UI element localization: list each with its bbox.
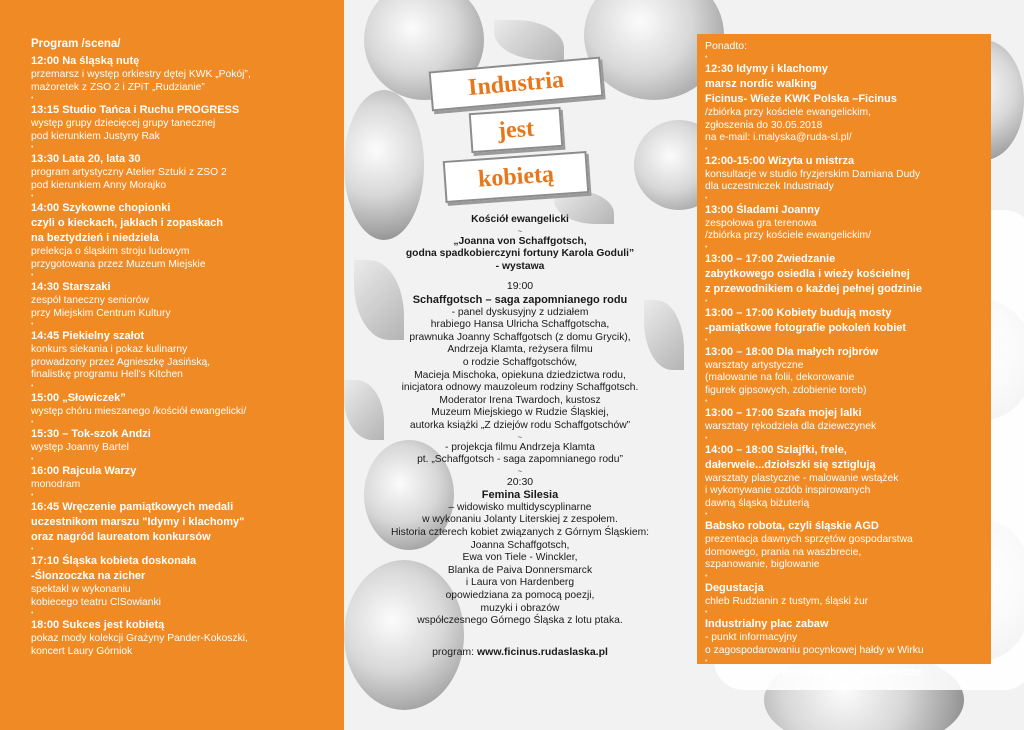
film-line: pt. „Schaffgotsch - saga zapomnianego rodu” xyxy=(417,454,623,466)
event-item xyxy=(705,244,989,297)
event-title: 16:45 Wręczenie pamiątkowych medali xyxy=(31,501,234,513)
event-title: Babsko robota, czyli śląskie AGD xyxy=(705,520,879,532)
event-title: oraz nagród laureatom konkursów xyxy=(31,531,211,543)
femina-line: w wykonaniu Jolanty Literskiej z zespołem. xyxy=(422,514,618,526)
femina-line: opowiedziana za pomocą poezji, xyxy=(445,590,595,602)
footer-label: program: xyxy=(432,645,475,658)
separator-dots: • xyxy=(705,243,710,251)
event-description: koncert Laury Górniok xyxy=(31,645,133,657)
separator-dots: • xyxy=(31,610,36,617)
femina-line: Ewa von Tiele - Winckler, xyxy=(462,552,578,564)
event-item xyxy=(31,610,331,658)
event-title: 12:00-15:00 Wizyta u mistrza xyxy=(705,154,855,167)
event-item xyxy=(705,511,989,572)
event-description: pokaz mody kolekcji Grażyny Pander-Kokoszki, xyxy=(31,633,248,644)
panel-line: hrabiego Hansa Ulricha Schaffgotscha, xyxy=(430,319,610,331)
separator-dots: • xyxy=(705,572,710,580)
event-title: uczestnikom marszu "Idymy i klachomy" xyxy=(31,516,245,528)
saga-title: Schaffgotsch – saga zapomnianego rodu xyxy=(412,293,628,306)
event-description: finalistkę programu Hell's Kitchen xyxy=(31,369,183,380)
panel-line: Andrzeja Klamta, reżysera filmu xyxy=(447,344,593,356)
event-item xyxy=(31,492,331,545)
separator-dots: • xyxy=(31,419,36,426)
event-description: dawną śląską biżuterią xyxy=(705,497,810,509)
event-item xyxy=(31,419,331,455)
panel-description xyxy=(350,307,690,433)
separator-dots: • xyxy=(705,398,710,405)
event-item xyxy=(705,435,989,511)
additional-program: Ponadto: • 12:30 Idymy i klachomy marsz nordic walking Ficinus- Wieże KWK Polska –Ficinus /zbiórka przy kościele ewangelickim, zgłoszenia do 30.05.2018 na e-mail: i.malyska@ruda-sl.pl/ • 12:00-15:00 Wizyta u mistrza konsultacje w studio fryzjerskim Damiana Dudy dla uczestniczek Industriady • 13:00 Śladami Joanny zespołowa gra terenowa /zbiórka przy kościele ewangelickim/ • 13:00 – 17:00 Zwiedzanie zabytkowego osiedla i wieży kościelnej z przewodnikiem o każdej pełnej godzinie • 13:00 – 17:00 Kobiety budują mosty -pamiątkowe fotografie pokoleń kobiet • 13:00 – 18:00 Dla małych rojbrów warsztaty artystyczne (malowanie na folii, dekorowanie figurek gipsowych, zdobienie toreb) • 13:00 – 17:00 Szafa mojej lalki warsztaty rękodzieła dla dziewczynek • 14:00 – 18:00 Szlajfki, frele, dałerwele...dziołszki się sztiglują warsztaty plastyczne - malowanie wstążek i wykonywanie ozdób inspirowanych dawną śląską biżuterią • Babsko robota, czyli śląskie AGD prezentacja dawnych sprzętów gospodarstwa domowego, prania na waszbrecie, szpanowanie, biglowanie • Degustacja chleb Rudzianin z tustym, śląski żur • Industrialny plac zabaw - punkt informacyjny o zagospodarowaniu pocynkowej hałdy w Wirku • Stoiska rzemieślnicze i wydawnicze xyxy=(705,40,989,679)
event-item xyxy=(705,195,989,243)
event-title: 13:00 Śladami Joanny xyxy=(705,203,820,216)
separator-dots: • xyxy=(31,382,36,390)
event-description: warsztaty artystyczne xyxy=(705,359,804,371)
panel-line: - panel dyskusyjny z udziałem xyxy=(451,306,589,318)
event-title: z przewodnikiem o każdej pełnej godzinie xyxy=(705,282,922,295)
event-item xyxy=(31,193,331,271)
event-description: domowego, prania na waszbrecie, xyxy=(705,546,862,558)
stage-program xyxy=(31,38,331,659)
event-description: przy Miejskim Centrum Kultury xyxy=(31,307,171,319)
event-description: pod kierunkiem Justyny Rak xyxy=(31,130,160,142)
stage-program-heading: Program /scena/ xyxy=(31,38,121,50)
event-description: mażoretek z ZSO 2 i ZPiT „Rudzianie” xyxy=(31,81,205,93)
event-description: przemarsz i występ orkiestry dętej KWK „Pokój”, xyxy=(31,69,251,80)
femina-description xyxy=(350,502,690,628)
event-title: 14:00 – 18:00 Szlajfki, frele, xyxy=(705,443,847,456)
event-title: marsz nordic walking xyxy=(705,78,817,90)
event-title: dałerwele...dziołszki się sztiglują xyxy=(705,458,876,471)
additional-events-list xyxy=(705,54,989,657)
additional-heading: Ponadto: xyxy=(705,40,748,52)
event-item xyxy=(705,398,989,434)
event-description: występ grupy dziecięcej grupy tanecznej xyxy=(31,118,216,129)
event-item xyxy=(705,609,989,657)
event-description: pod kierunkiem Anny Morajko xyxy=(31,179,167,191)
event-title: -pamiątkowe fotografie pokoleń kobiet xyxy=(705,321,907,334)
banner-line-jest: jest xyxy=(469,107,564,153)
event-description: (malowanie na folii, dekorowanie xyxy=(705,372,855,383)
separator-dots: • xyxy=(705,145,710,153)
event-title: 13:00 – 17:00 Szafa mojej lalki xyxy=(705,407,862,419)
event-item xyxy=(31,546,331,609)
separator-dots: • xyxy=(31,321,36,328)
event-title: -Ślonzoczka na zicher xyxy=(31,570,146,582)
femina-line: i Laura von Hardenberg xyxy=(465,577,575,589)
event-item xyxy=(705,337,989,398)
separator-dots: • xyxy=(705,297,710,305)
separator-dots: • xyxy=(705,609,710,616)
panel-line: Macieja Mischoka, opiekuna dziedzictwa rodu, xyxy=(414,369,626,381)
event-item xyxy=(705,573,989,609)
femina-line: Blanka de Paiva Donnersmarck xyxy=(447,564,593,576)
event-description: przygotowana przez Muzeum Miejskie xyxy=(31,258,206,270)
event-title: 14:30 Starszaki xyxy=(31,281,111,293)
event-description: warsztaty rękodzieła dla dziewczynek xyxy=(705,421,877,432)
separator-dots: • xyxy=(705,434,710,442)
exhibit-line: godna spadkobierczyni fortuny Karola Goduli” xyxy=(405,248,635,260)
event-description: prelekcja o śląskim stroju ludowym xyxy=(31,246,190,257)
event-title: 15:30 – Tok-szok Andzi xyxy=(31,428,151,440)
panel-line: prawnuka Joanny Schaffgotsch (z domu Grycik), xyxy=(409,331,631,343)
event-description: zespół taneczny seniorów xyxy=(31,295,149,306)
event-item xyxy=(31,456,331,492)
event-title: 13:00 – 17:00 Kobiety budują mosty xyxy=(705,306,892,319)
event-title: 12:30 Idymy i klachomy xyxy=(705,63,828,75)
event-item xyxy=(705,54,989,145)
event-description: monodram xyxy=(31,478,81,490)
footer-url[interactable]: www.ficinus.rudaslaska.pl xyxy=(477,645,608,658)
panel-line: inicjatora odnowy mauzoleum rodziny Schaffgotsch. xyxy=(401,382,639,394)
event-title: 13:30 Lata 20, lata 30 xyxy=(31,153,141,165)
event-description: zgłoszenia do 30.05.2018 xyxy=(705,119,823,131)
separator-dots: • xyxy=(31,95,36,102)
separator-dots: • xyxy=(31,144,36,151)
event-title: na beztydzień i niedziela xyxy=(31,232,159,244)
event-description: chleb Rudzianin z tustym, śląski żur xyxy=(705,595,869,607)
event-description: prowadzony przez Agnieszkę Jasińską, xyxy=(31,356,211,368)
exhibit-block xyxy=(350,236,690,274)
event-title: 14:45 Piekielny szałot xyxy=(31,330,145,342)
event-item xyxy=(31,95,331,143)
event-description: /zbiórka przy kościele ewangelickim/ xyxy=(705,230,871,241)
event-title: 18:00 Sukces jest kobietą xyxy=(31,619,165,631)
event-description: na e-mail: i.malyska@ruda-sl.pl/ xyxy=(705,132,852,143)
panel-line: Moderator Irena Twardoch, kustosz xyxy=(439,394,601,406)
separator-dots: • xyxy=(705,54,710,61)
panel-line: Muzeum Miejskiego w Rudzie Śląskiej, xyxy=(431,407,609,419)
event-title: 17:10 Śląska kobieta doskonała xyxy=(31,555,197,567)
event-description: o zagospodarowaniu pocynkowej hałdy w Wirku xyxy=(705,644,924,656)
time-2030: 20:30 xyxy=(506,475,534,488)
event-item xyxy=(705,298,989,336)
event-description: program artystyczny Atelier Sztuki z ZSO 2 xyxy=(31,167,227,178)
time-1900: 19:00 xyxy=(506,280,534,293)
event-item xyxy=(31,144,331,192)
femina-line: muzyki i obrazów xyxy=(480,602,560,614)
stage-events-list xyxy=(31,54,331,658)
event-title: Industrialny plac zabaw xyxy=(705,618,829,630)
femina-line: współczesnego Górnego Śląska z lotu ptaka. xyxy=(417,615,623,627)
stalls-line: Stoiska rzemieślnicze i wydawnicze xyxy=(735,666,922,678)
event-description: występ chóru mieszanego /kościół ewangelicki/ xyxy=(31,405,247,417)
event-description: i wykonywanie ozdób inspirowanych xyxy=(705,485,871,496)
exhibit-line: „Joanna von Schaffgotsch, xyxy=(453,235,587,247)
event-description: prezentacja dawnych sprzętów gospodarstwa xyxy=(705,534,913,545)
panel-line: autorka książki „Z dziejów rodu Schaffgotschów” xyxy=(409,419,631,431)
event-item xyxy=(31,272,331,320)
event-description: spektakl w wykonaniu xyxy=(31,584,131,595)
event-title: Degustacja xyxy=(705,581,764,594)
separator-dots: • xyxy=(705,336,710,344)
event-title: 12:00 Na śląską nutę xyxy=(31,55,140,67)
separator-dots: • xyxy=(705,511,710,518)
separator-dots: • xyxy=(705,194,710,202)
event-description: /zbiórka przy kościele ewangelickim, xyxy=(705,107,871,118)
event-item xyxy=(705,146,989,194)
event-title: 13:00 – 17:00 Zwiedzanie xyxy=(705,252,836,265)
film-description xyxy=(350,442,690,467)
event-title: 16:00 Rajcula Warzy xyxy=(31,464,137,477)
event-description: kobiecego teatru ClSowianki xyxy=(31,596,161,608)
panel-line: o rodzie Schaffgotschów, xyxy=(462,356,578,368)
event-title: 14:00 Szykowne chopionki xyxy=(31,202,171,214)
separator-dots: • xyxy=(31,455,36,463)
banner-line-kobieta: kobietą xyxy=(443,151,590,203)
event-description: występ Joanny Bartel xyxy=(31,442,129,453)
separator-dots: • xyxy=(31,546,36,553)
separator-dots: • xyxy=(31,492,36,499)
event-description: dla uczestniczek Industriady xyxy=(705,181,834,192)
femina-line: Joanna Schaffgotsch, xyxy=(470,539,570,551)
venue-title: Kościół ewangelicki xyxy=(471,214,569,225)
event-item xyxy=(31,321,331,382)
event-description: konkurs siekania i pokaz kulinarny xyxy=(31,344,188,355)
event-description: szpanowanie, biglowanie xyxy=(705,559,820,570)
event-description: zespołowa gra terenowa xyxy=(705,217,817,229)
event-title: 15:00 „Słowiczek” xyxy=(31,391,126,404)
event-item xyxy=(31,383,331,419)
banner-line-industria: Industria xyxy=(429,57,604,112)
event-title: zabytkowego osiedla i wieży kościelnej xyxy=(705,267,910,280)
femina-title: Femina Silesia xyxy=(481,489,559,502)
event-title: 13:15 Studio Tańca i Ruchu PROGRESS xyxy=(31,104,240,116)
event-item xyxy=(31,54,331,94)
event-title: Ficinus- Wieże KWK Polska –Ficinus xyxy=(705,93,897,105)
separator-dots: • xyxy=(31,193,36,200)
event-description: konsultacje w studio fryzjerskim Damiana Dudy xyxy=(705,168,921,180)
exhibit-line: - wystawa xyxy=(495,260,545,272)
event-title: 13:00 – 18:00 Dla małych rojbrów xyxy=(705,345,879,358)
title-banner xyxy=(418,50,608,210)
femina-line: – widowisko multidyscyplinarne xyxy=(448,501,592,513)
film-line: - projekcja filmu Andrzeja Klamta xyxy=(445,441,595,453)
program-footer xyxy=(350,646,690,659)
femina-line: Historia czterech kobiet związanych z Górnym Śląskiem: xyxy=(390,527,650,539)
separator-dots: • xyxy=(31,272,36,279)
event-description: warsztaty plastyczne - malowanie wstążek xyxy=(705,472,899,484)
event-title: czyli o kieckach, jaklach i zopaskach xyxy=(31,217,223,229)
church-program: Kościół ewangelicki ~ „Joanna von Schaffgotsch, godna spadkobierczyni fortuny Karola Goduli” - wystawa 19:00 Schaffgotsch – saga zapomnianego rodu - panel dyskusyjny z udziałem hrabiego Hansa Ulricha Schaffgotscha, prawnuka Joanny Schaffgotsch (z domu Grycik), Andrzeja Klamta, reżysera filmu o rodzie Schaffgotschów, Macieja Mischoka, opiekuna dziedzictwa rodu, inicjatora odnowy mauzoleum rodziny Schaffgotsch. Moderator Irena Twardoch, kustosz Muzeum Miejskiego w Rudzie Śląskiej, autorka książki „Z dziejów rodu Schaffgotschów” ~ - projekcja filmu Andrzeja Klamta pt. „Schaffgotsch - saga zapomnianego rodu” ~ 20:30 Femina Silesia – widowisko multidyscyplinarne w wykonaniu Jolanty Literskiej z zespołem. Historia czterech kobiet związanych z Górnym Śląskiem: Joanna Schaffgotsch, Ewa von Tiele - Winckler, Blanka de Paiva Donnersmarck i Laura von Hardenberg opowiedziana za pomocą poezji, muzyki i obrazów współczesnego Górnego Śląska z lotu ptaka. program: www.ficinus.rudaslaska.pl xyxy=(350,214,690,658)
event-description: - punkt informacyjny xyxy=(705,632,798,643)
event-description: figurek gipsowych, zdobienie toreb) xyxy=(705,384,867,396)
